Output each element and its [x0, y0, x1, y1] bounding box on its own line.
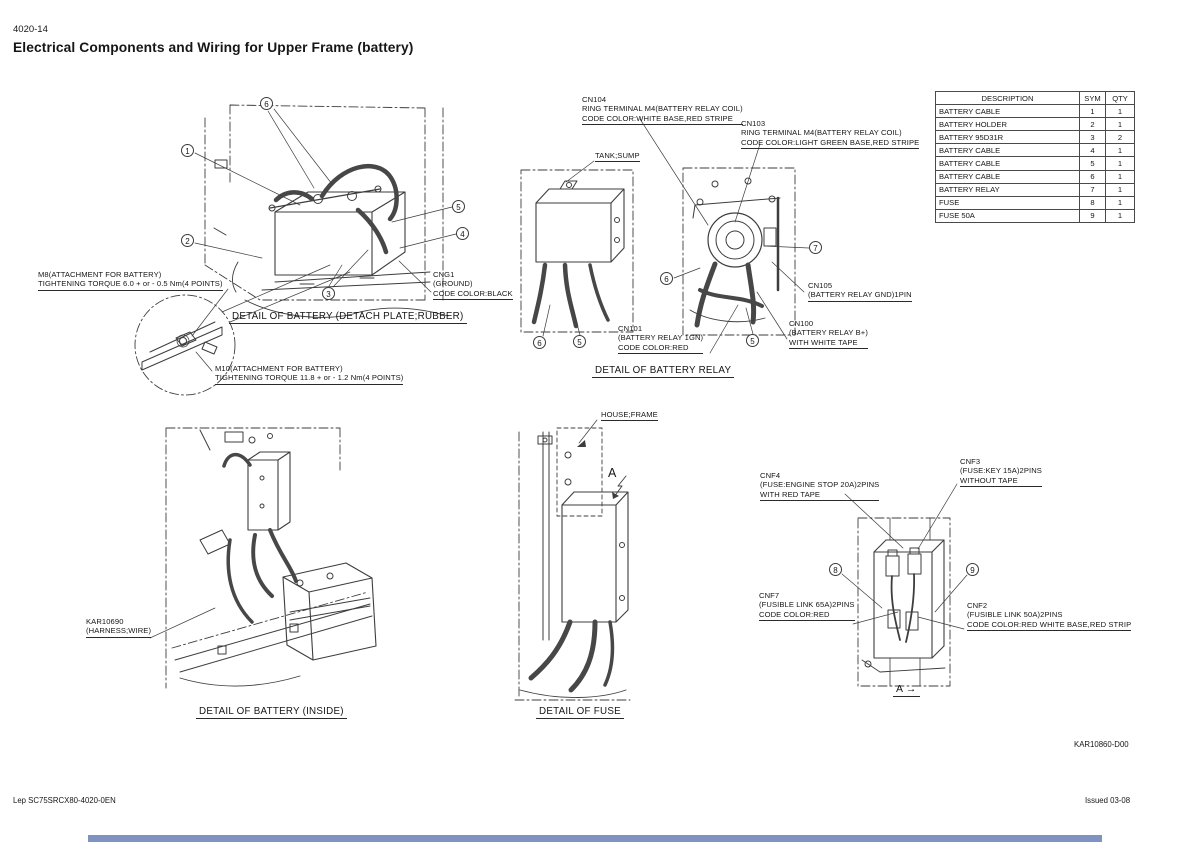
- caption-detail-fuse: DETAIL OF FUSE: [536, 706, 624, 719]
- table-row: [936, 105, 1135, 118]
- cell-description: BATTERY CABLE: [936, 157, 1080, 170]
- cell-description: FUSE: [936, 196, 1080, 209]
- label-cn104: CN104 RING TERMINAL M4(BATTERY RELAY COIL) CODE COLOR:WHITE BASE,RED STRIPE: [582, 95, 743, 125]
- label-cnf7: CNF7 (FUSIBLE LINK 65A)2PINS CODE COLOR:RED: [759, 591, 855, 621]
- parts-table: [935, 91, 1135, 223]
- label-cnf2: CNF2 (FUSIBLE LINK 50A)2PINS CODE COLOR:RED WHITE BASE,RED STRIP: [967, 601, 1131, 631]
- callout-6: 6: [260, 97, 273, 110]
- callout-1: 1: [181, 144, 194, 157]
- cell-sym: 6: [1080, 170, 1106, 183]
- caption-detail-battery-inside: DETAIL OF BATTERY (INSIDE): [196, 706, 347, 719]
- caption-detail-battery-detach: DETAIL OF BATTERY (DETACH PLATE;RUBBER): [229, 311, 467, 324]
- cell-sym: 9: [1080, 209, 1106, 222]
- drawing-code: KAR10860-D00: [1074, 740, 1129, 749]
- cell-sym: 5: [1080, 157, 1106, 170]
- parts-table-header-row: [936, 92, 1135, 105]
- battery-relay-drawing: [683, 168, 795, 335]
- caption-view-a: A →: [893, 683, 920, 697]
- col-header-sym: SYM: [1080, 92, 1106, 105]
- cell-qty: 1: [1106, 196, 1135, 209]
- cell-qty: 2: [1106, 131, 1135, 144]
- cell-description: BATTERY CABLE: [936, 105, 1080, 118]
- footer-issued-date: Issued 03-08: [1085, 796, 1131, 805]
- cell-sym: 7: [1080, 183, 1106, 196]
- cell-description: BATTERY RELAY: [936, 183, 1080, 196]
- col-header-description: DESCRIPTION: [936, 92, 1080, 105]
- callout-8: 8: [829, 563, 842, 576]
- battery-assembly-drawing: [205, 105, 448, 317]
- cell-sym: 3: [1080, 131, 1106, 144]
- table-row: [936, 170, 1135, 183]
- callout-5: 5: [573, 335, 586, 348]
- cell-description: BATTERY 95D31R: [936, 131, 1080, 144]
- cell-description: FUSE 50A: [936, 209, 1080, 222]
- page-number: 4020-14: [13, 24, 48, 35]
- cell-qty: 1: [1106, 144, 1135, 157]
- cell-sym: 4: [1080, 144, 1106, 157]
- page-title: Electrical Components and Wiring for Upper Frame (battery): [13, 40, 414, 55]
- table-row: [936, 157, 1135, 170]
- table-row: [936, 196, 1135, 209]
- table-row: [936, 118, 1135, 131]
- callout-6: 6: [533, 336, 546, 349]
- callout-6: 6: [660, 272, 673, 285]
- callout-4: 4: [456, 227, 469, 240]
- label-cn103: CN103 RING TERMINAL M4(BATTERY RELAY COIL) CODE COLOR:LIGHT GREEN BASE,RED STRIPE: [741, 119, 919, 149]
- cell-sym: 1: [1080, 105, 1106, 118]
- cell-qty: 1: [1106, 157, 1135, 170]
- sump-tank-drawing: [521, 170, 633, 332]
- cell-description: BATTERY HOLDER: [936, 118, 1080, 131]
- label-cn100: CN100 (BATTERY RELAY B+) WITH WHITE TAPE: [789, 319, 868, 349]
- label-cn105: CN105 (BATTERY RELAY GND)1PIN: [808, 281, 912, 302]
- label-house-frame: HOUSE;FRAME: [601, 410, 658, 421]
- cell-qty: 1: [1106, 183, 1135, 196]
- label-m8: M8(ATTACHMENT FOR BATTERY) TIGHTENING TORQUE 6.0 + or - 0.5 Nm(4 POINTS): [38, 270, 223, 291]
- bottom-color-bar: [88, 835, 1102, 842]
- callout-3: 3: [322, 287, 335, 300]
- cell-sym: 8: [1080, 196, 1106, 209]
- cell-sym: 2: [1080, 118, 1106, 131]
- callout-2: 2: [181, 234, 194, 247]
- cell-qty: 1: [1106, 118, 1135, 131]
- table-row: [936, 144, 1135, 157]
- cell-qty: 1: [1106, 170, 1135, 183]
- label-cn101: CN101 (BATTERY RELAY 1GN) CODE COLOR:RED: [618, 324, 703, 354]
- table-row: [936, 183, 1135, 196]
- cell-description: BATTERY CABLE: [936, 144, 1080, 157]
- caption-detail-battery-relay: DETAIL OF BATTERY RELAY: [592, 365, 734, 378]
- callout-5: 5: [452, 200, 465, 213]
- table-row: [936, 131, 1135, 144]
- cell-qty: 1: [1106, 105, 1135, 118]
- callout-5: 5: [746, 334, 759, 347]
- label-m10: M10(ATTACHMENT FOR BATTERY) TIGHTENING TORQUE 11.8 + or - 1.2 Nm(4 POINTS): [215, 364, 403, 385]
- cell-qty: 1: [1106, 209, 1135, 222]
- label-kar10690: KAR10690 (HARNESS;WIRE): [86, 617, 151, 638]
- table-row: [936, 209, 1135, 222]
- label-tank-sump: TANK;SUMP: [595, 151, 640, 162]
- view-a-marker: A: [608, 466, 618, 480]
- label-cng1: CNG1 (GROUND) CODE COLOR:BLACK: [433, 270, 513, 300]
- label-cnf4: CNF4 (FUSE:ENGINE STOP 20A)2PINS WITH RED TAPE: [760, 471, 879, 501]
- battery-inside-drawing: [166, 428, 376, 688]
- cell-description: BATTERY CABLE: [936, 170, 1080, 183]
- callout-7: 7: [809, 241, 822, 254]
- col-header-qty: QTY: [1106, 92, 1135, 105]
- callout-9: 9: [966, 563, 979, 576]
- label-cnf3: CNF3 (FUSE:KEY 15A)2PINS WITHOUT TAPE: [960, 457, 1042, 487]
- fuse-box-drawing: [858, 518, 950, 686]
- footer-document-id: Lep SC75SRCX80-4020-0EN: [13, 796, 116, 805]
